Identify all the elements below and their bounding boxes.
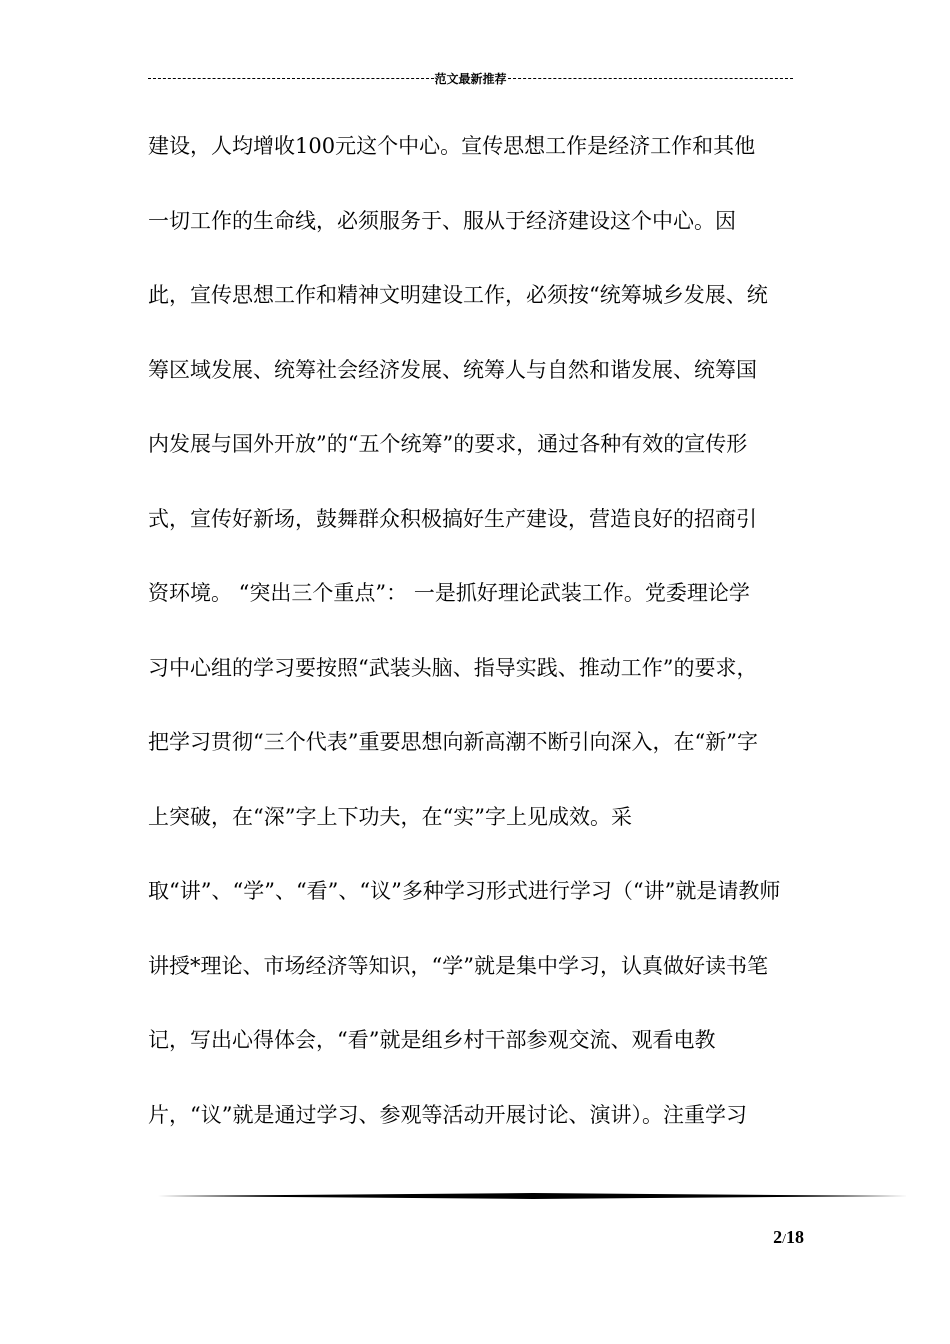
text-line: 讲授*理论、市场经济等知识，“学”就是集中学习，认真做好读书笔	[148, 953, 768, 978]
text-line: 习中心组的学习要按照“武装头脑、指导实践、推动工作”的要求，	[148, 655, 758, 680]
text-line: 把学习贯彻“三个代表”重要思想向新高潮不断引向深入，在“新”字	[148, 730, 758, 754]
page-current: 2	[773, 1227, 783, 1247]
text-line: 资环境。 “突出三个重点”： 一是抓好理论武装工作。党委理论学	[148, 581, 750, 605]
document-body	[148, 124, 808, 1167]
text-line: 此，宣传思想工作和精神文明建设工作，必须按“统筹城乡发展、统	[148, 283, 768, 307]
text-line: 式，宣传好新场，鼓舞群众积极搞好生产建设，营造良好的招商引	[148, 506, 757, 531]
footer-divider	[158, 1193, 908, 1199]
page-header	[148, 70, 793, 86]
page-total: 18	[786, 1227, 804, 1247]
text-line: 内发展与国外开放”的“五个统筹”的要求，通过各种有效的宣传形	[148, 432, 748, 456]
text-line: 筹区域发展、统筹社会经济发展、统筹人与自然和谐发展、统筹国	[148, 357, 757, 382]
text-line: 取“讲”、“学”、“看”、“议”多种学习形式进行学习（“讲”就是请教师	[148, 879, 781, 903]
page-number	[730, 1227, 804, 1248]
header-dash-right	[508, 78, 794, 79]
text-line: 上突破，在“深”字上下功夫，在“实”字上见成效。采	[148, 804, 632, 829]
text-line: 记，写出心得体会，“看”就是组乡村干部参观交流、观看电教	[148, 1028, 716, 1052]
header-label: 范文最新推荐	[434, 71, 507, 86]
page-separator: /	[782, 1232, 786, 1247]
text-line: 片，“议”就是通过学习、参观等活动开展讨论、演讲）。注重学习	[148, 1102, 747, 1127]
text-line: 建设，人均增收100元这个中心。宣传思想工作是经济工作和其他	[148, 134, 756, 158]
text-line: 一切工作的生命线，必须服务于、服从于经济建设这个中心。因	[148, 208, 736, 233]
header-dash-left	[148, 78, 434, 79]
